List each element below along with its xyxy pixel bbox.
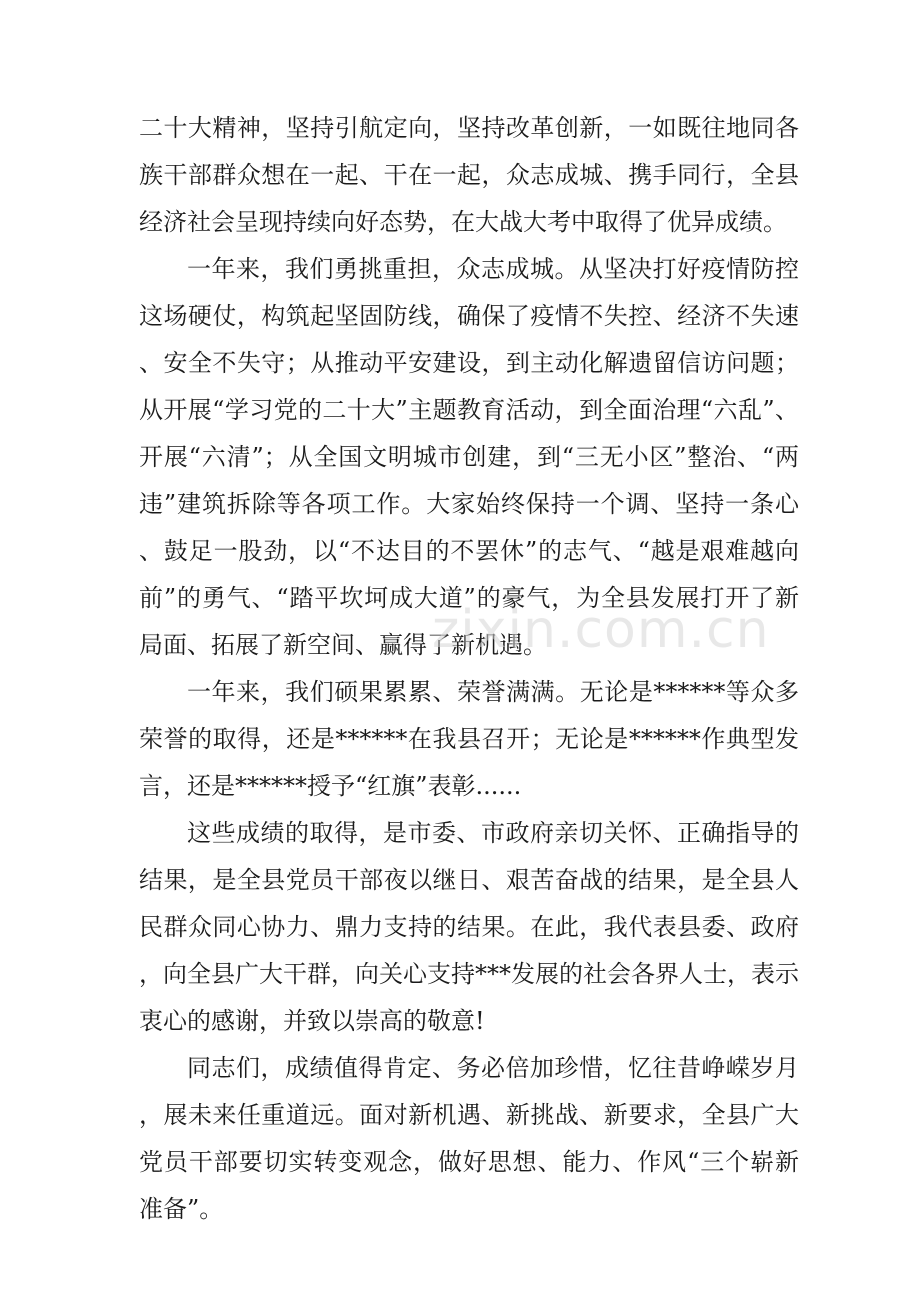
watermark-text: zixin.com.cn — [432, 600, 770, 660]
paragraph-continuation: 二十大精神，坚持引航定向，坚持改革创新，一如既往地同各族干部群众想在一起、干在一起，众志成城、携手同行，全县经济社会呈现持续向好态势，在大战大考中取得了优异成绩。 — [139, 114, 799, 236]
document-body — [139, 105, 799, 1233]
paragraph-gratitude: 这些成绩的取得，是市委、市政府亲切关怀、正确指导的结果，是全县党员干部夜以继日、艰苦奋战的结果，是全县人民群众同心协力、鼎力支持的结果。在此，我代表县委、政府，向全县广大干群，向关心支持***发展的社会各界人士，表示衷心的感谢，并致以崇高的敬意! — [139, 819, 799, 1035]
paragraph-outlook: 同志们，成绩值得肯定、务必倍加珍惜，忆往昔峥嵘岁月，展未来任重道远。面对新机遇、新挑战、新要求，全县广大党员干部要切实转变观念，做好思想、能力、作风“三个崭新准备”。 — [139, 1054, 799, 1223]
paragraph-honors: 一年来，我们硕果累累、荣誉满满。无论是******等众多荣誉的取得，还是******在我县召开；无论是******作典型发言，还是******授予“红旗”表彰...... — [139, 678, 799, 800]
paragraph-achievements-overview: 一年来，我们勇挑重担，众志成城。从坚决打好疫情防控这场硬仗，构筑起坚固防线，确保了疫情不失控、经济不失速、安全不失守；从推动平安建设，到主动化解遗留信访问题；从开展“学习党的二十大”主题教育活动，到全面治理“六乱”、开展“六清”；从全国文明城市创建，到“三无小区”整治、“两违”建筑拆除等各项工作。大家始终保持一个调、坚持一条心、鼓足一股劲，以“不达目的不罢休”的志气、“越是艰难越向前”的勇气、“踏平坎坷成大道”的豪气，为全县发展打开了新局面、拓展了新空间、赢得了新机遇。 — [139, 255, 799, 659]
